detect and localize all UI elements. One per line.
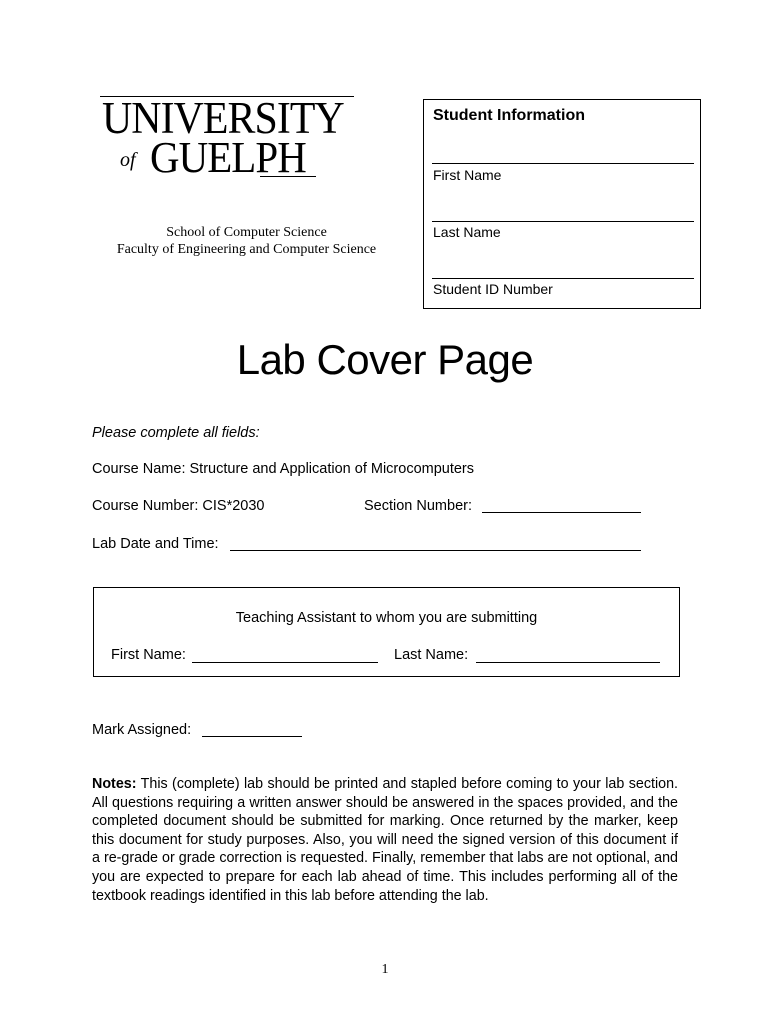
lab-date-label: Lab Date and Time: <box>92 536 219 552</box>
university-logo <box>100 92 358 187</box>
faculty-name: Faculty of Engineering and Computer Science <box>116 242 377 257</box>
mark-assigned-label: Mark Assigned: <box>92 722 192 738</box>
first-name-line[interactable] <box>432 163 694 164</box>
ta-title: Teaching Assistant to whom you are submitting <box>235 610 538 626</box>
page-title: Lab Cover Page <box>236 336 534 383</box>
notes-paragraph <box>92 775 678 905</box>
student-information-box <box>423 99 701 309</box>
student-info-title: Student Information <box>433 107 585 124</box>
logo-university-text: UNIVERSITY <box>102 93 344 143</box>
school-name: School of Computer Science <box>166 225 327 240</box>
mark-assigned-field[interactable] <box>202 736 302 737</box>
instructions: Please complete all fields: <box>92 425 260 441</box>
lab-date-field[interactable] <box>230 550 641 551</box>
section-number-field[interactable] <box>482 512 641 513</box>
ta-first-name-label: First Name: <box>111 647 186 663</box>
ta-first-name-field[interactable] <box>192 662 378 663</box>
ta-last-name-label: Last Name: <box>394 647 469 663</box>
student-id-label: Student ID Number <box>433 281 553 297</box>
ta-last-name-field[interactable] <box>476 662 660 663</box>
notes-text: This (complete) lab should be printed and stapled before coming to your lab section. All questions requiring a written answer should be answered in the spaces provided, and the completed document should be submitted for marking. Once returned by the marker, keep this document for study purposes. Also, you will need the signed version of this document if a re-grade or grade correction is requested. Finally, remember that labs are not optional, and you are expected to prepare for each lab ahead of time. This includes performing all of the textbook readings identified in this lab before attending the lab. <box>92 776 678 904</box>
student-id-line[interactable] <box>432 278 694 279</box>
logo-bottom-rule <box>260 176 316 177</box>
last-name-line[interactable] <box>432 221 694 222</box>
notes-label: Notes: <box>92 776 137 792</box>
last-name-label: Last Name <box>433 224 501 240</box>
logo-of-text: of <box>120 149 136 171</box>
logo-guelph-text: GUELPH <box>150 133 306 182</box>
page-number: 1 <box>381 962 389 977</box>
course-number: Course Number: CIS*2030 <box>92 498 265 514</box>
teaching-assistant-box <box>93 587 680 677</box>
course-name: Course Name: Structure and Application of Microcomputers <box>92 461 475 477</box>
section-number-label: Section Number: <box>364 498 472 514</box>
first-name-label: First Name <box>433 167 502 183</box>
